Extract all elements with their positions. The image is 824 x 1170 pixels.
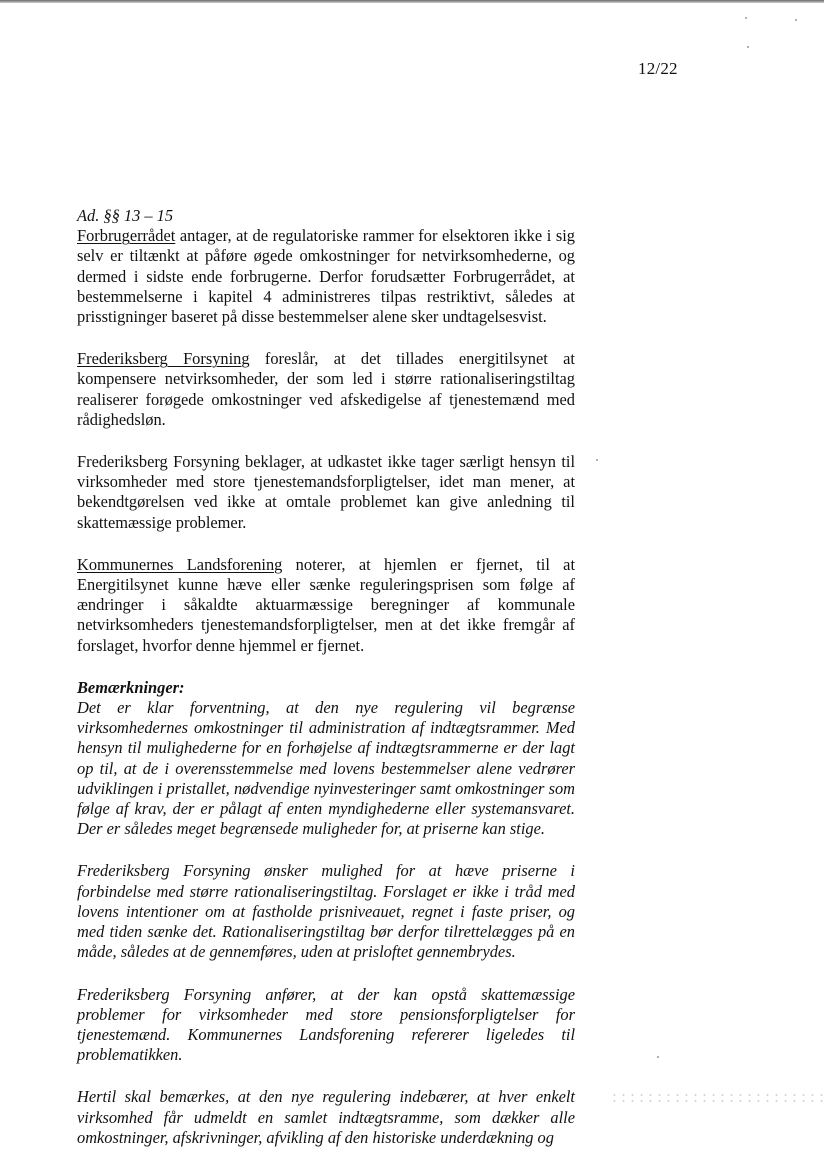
org-name: Frederiksberg Forsyning bbox=[77, 349, 250, 369]
remark-paragraph: Frederiksberg Forsyning anfører, at der kan opstå skattemæssige problemer for virksomheder med store pensionsforpligtelser for tjenestemænd. Kommunernes Landsforening refererer ligeledes til problematikken. bbox=[77, 984, 575, 1065]
paragraph-frederiksberg-2 bbox=[77, 452, 575, 533]
section-heading: Ad. §§ 13 – 15 bbox=[77, 206, 174, 225]
remarks-heading: Bemærkninger: bbox=[77, 677, 185, 697]
paragraph-forbrugerraadet bbox=[77, 226, 575, 327]
paragraph-frederiksberg-1 bbox=[77, 349, 575, 430]
org-name: Kommunernes Landsforening bbox=[77, 554, 283, 574]
scan-speck bbox=[657, 1056, 659, 1058]
org-name: Forbrugerrådet bbox=[77, 226, 176, 246]
paragraph-text: antager, at de regulatoriske rammer for elsektoren ikke i sig selv er tiltænkt at påføre øgede omkostninger for netvirksomhederne, og dermed i sidste ende forbrugerne. Derfor forudsætter Forbrugerrådet, at bestemmelserne i kapitel 4 administreres tilpas restriktivt, således at prisstigninger baseret på disse bestemmelser alene sker undtagelsesvist. bbox=[77, 226, 575, 327]
page-top-edge bbox=[0, 0, 824, 3]
remark-paragraph: Hertil skal bemærkes, at den nye regulering indebærer, at hver enkelt virksomhed får udmeldt en samlet indtægtsramme, som dækker alle omkostninger, afskrivninger, afvikling af den historiske underdækning og bbox=[77, 1087, 575, 1147]
scan-speck bbox=[747, 46, 749, 48]
page-number: 12/22 bbox=[638, 59, 678, 78]
scan-speck bbox=[795, 19, 797, 21]
paragraph-text: noterer, at hjemlen er fjernet, til at Energitilsynet kunne hæve eller sænke reguleringsprisen som følge af ændringer i såkaldte aktuarmæssige beregninger af kommunale netvirksomheders tjenestemandsforpligtelser, men at det ikke fremgår af forslaget, hvorfor denne hjemmel er fjernet. bbox=[77, 554, 575, 655]
remark-paragraph: Det er klar forventning, at den nye regulering vil begrænse virksomhedernes omkostninger til administration af indtægtsrammer. Med hensyn til mulighederne for en forhøjelse af indtægtsrammerne er der lagt op til, at de i overensstemmelse med lovens bestemmelser alene vedrører udviklingen i pristallet, nødvendige nyinvesteringer samt omkostninger som følge af krav, der er pålagt af enten myndighederne eller systemansvaret. Der er således meget begrænsede muligheder for, at priserne kan stige. bbox=[77, 698, 575, 839]
scan-speck bbox=[596, 459, 598, 461]
paragraph-kommunernes bbox=[77, 555, 575, 656]
paragraph-text: foreslår, at det tillades energitilsynet at kompensere netvirksomheder, der som led i større rationaliseringstiltag realiserer forøgede omkostninger ved afskedigelse af tjenestemænd med rådighedsløn. bbox=[77, 349, 575, 429]
paragraph-text: Frederiksberg Forsyning beklager, at udkastet ikke tager særligt hensyn til virksomheder med store tjenestemandsforpligtelser, idet man mener, at bekendtgørelsen ved ikke at omtale problemet kan give anledning til skattemæssige problemer. bbox=[77, 452, 575, 532]
scan-speck bbox=[745, 17, 747, 19]
scan-noise bbox=[610, 1092, 824, 1104]
document-body bbox=[77, 206, 575, 1170]
remark-paragraph: Frederiksberg Forsyning ønsker mulighed for at hæve priserne i forbindelse med større rationaliseringstiltag. Forslaget er ikke i tråd med lovens intentioner om at fastholde prisniveauet, regnet i faste priser, og med tiden sænke det. Rationaliseringstiltag bør derfor tilrettelægges på en måde, således at de gennemføres, uden at prisloftet gennembrydes. bbox=[77, 861, 575, 962]
